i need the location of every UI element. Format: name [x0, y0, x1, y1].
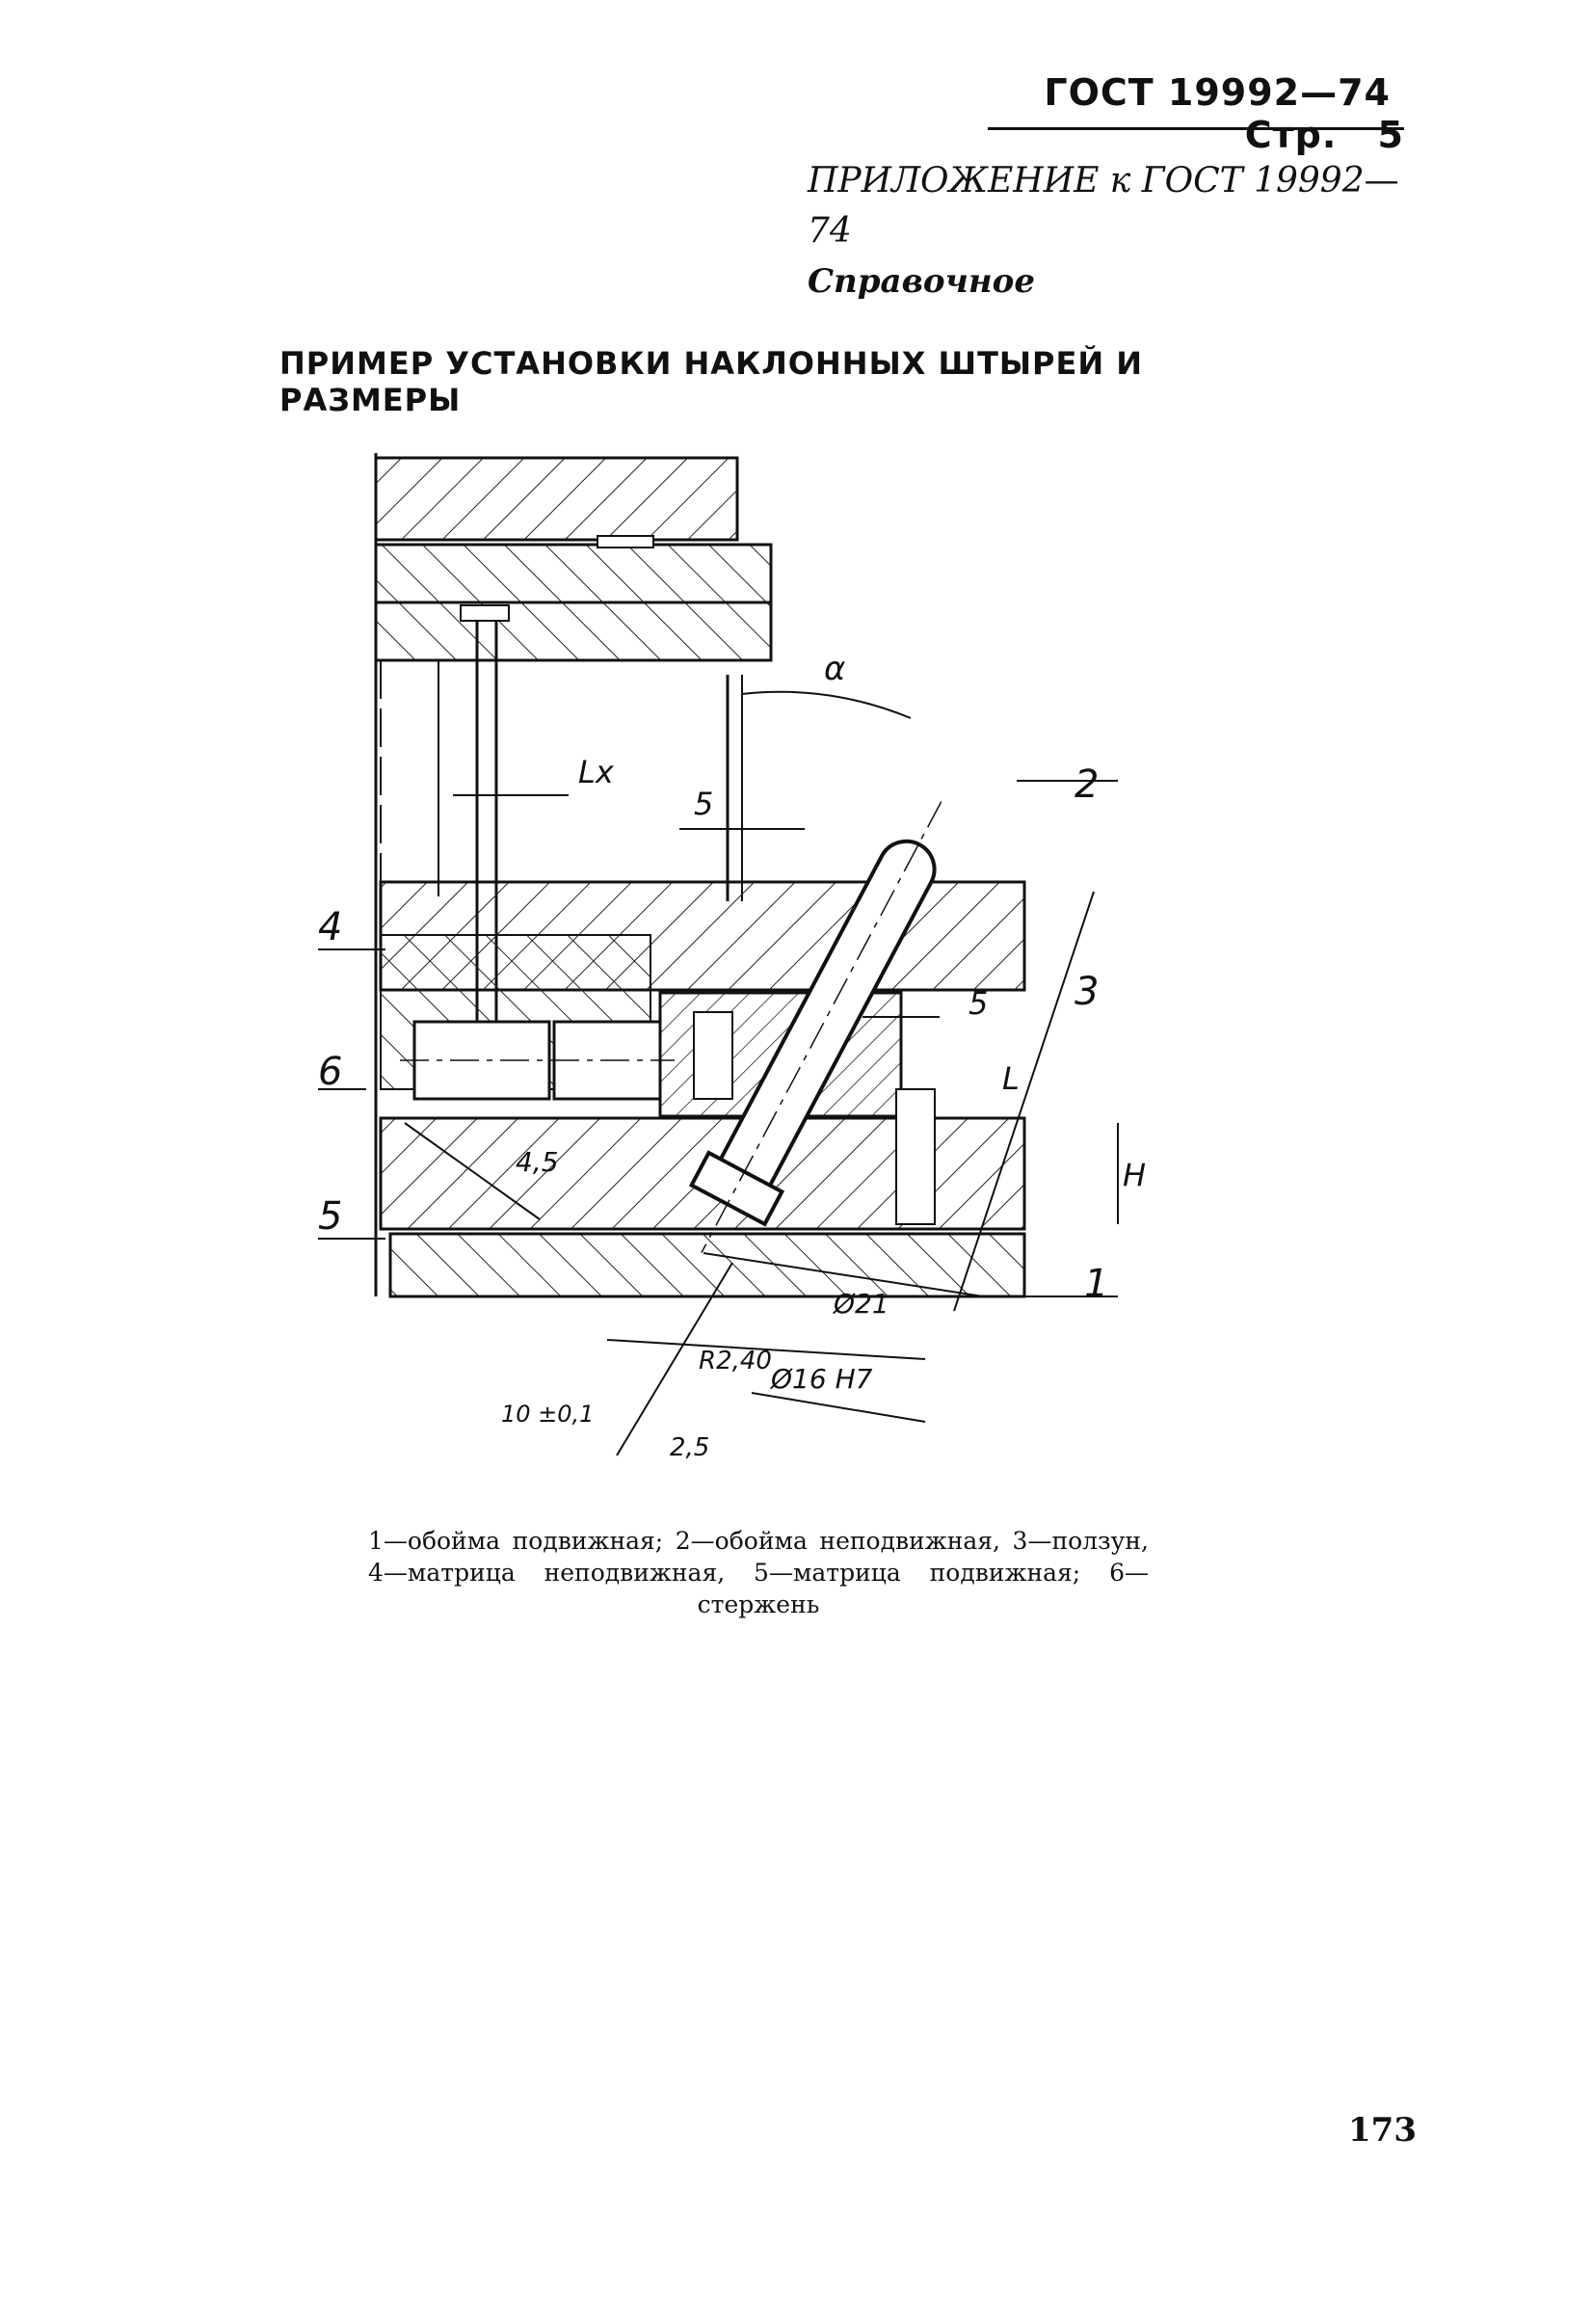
section-title: ПРИМЕР УСТАНОВКИ НАКЛОННЫХ ШТЫРЕЙ И РАЗМЕРЫ	[279, 345, 1144, 418]
guide-pillar	[728, 675, 742, 901]
dim-d16: Ø16 H7	[771, 1363, 873, 1395]
page-label: Стр.	[1244, 114, 1338, 156]
standard-number: ГОСТ 19992—74	[1044, 71, 1391, 114]
stem-rod	[400, 1022, 675, 1099]
part-6-label: 6	[318, 1050, 343, 1094]
dim-r2-40: R2,40	[699, 1347, 772, 1376]
dim-L: L	[1002, 1060, 1020, 1097]
plate-top	[376, 458, 737, 540]
figure-caption: 1—обойма подвижная; 2—обойма неподвижная, 3—ползун, 4—матрица неподвижная, 5—матрица подвижная; 6—стержень	[368, 1527, 1149, 1618]
page-number-top: 5	[1377, 114, 1404, 156]
part-3-label: 3	[1075, 970, 1100, 1014]
moving-clamp	[390, 1234, 1024, 1296]
plate-clamp	[376, 536, 771, 660]
annex-subtitle: Справочное	[808, 262, 1035, 301]
part-5-label: 5	[318, 1194, 343, 1239]
dim-10: 10 ±0,1	[501, 1401, 595, 1428]
part-2-label: 2	[1075, 762, 1100, 807]
dim-H: H	[1123, 1157, 1147, 1193]
part-4-label: 4	[318, 905, 343, 949]
dim-2-5: 2,5	[670, 1433, 710, 1462]
alpha-label: α	[824, 650, 846, 688]
dim-5-right: 5	[968, 985, 989, 1022]
lx-label: Lx	[578, 754, 614, 790]
dim-d21: Ø21	[834, 1288, 889, 1320]
part-1-label: 1	[1084, 1262, 1109, 1306]
dim-4-5: 4,5	[516, 1146, 559, 1178]
dim-5-top: 5	[694, 786, 714, 822]
annex-title: ПРИЛОЖЕНИЕ к ГОСТ 19992—74	[808, 161, 1399, 251]
page-number-bottom: 173	[1348, 2111, 1417, 2150]
